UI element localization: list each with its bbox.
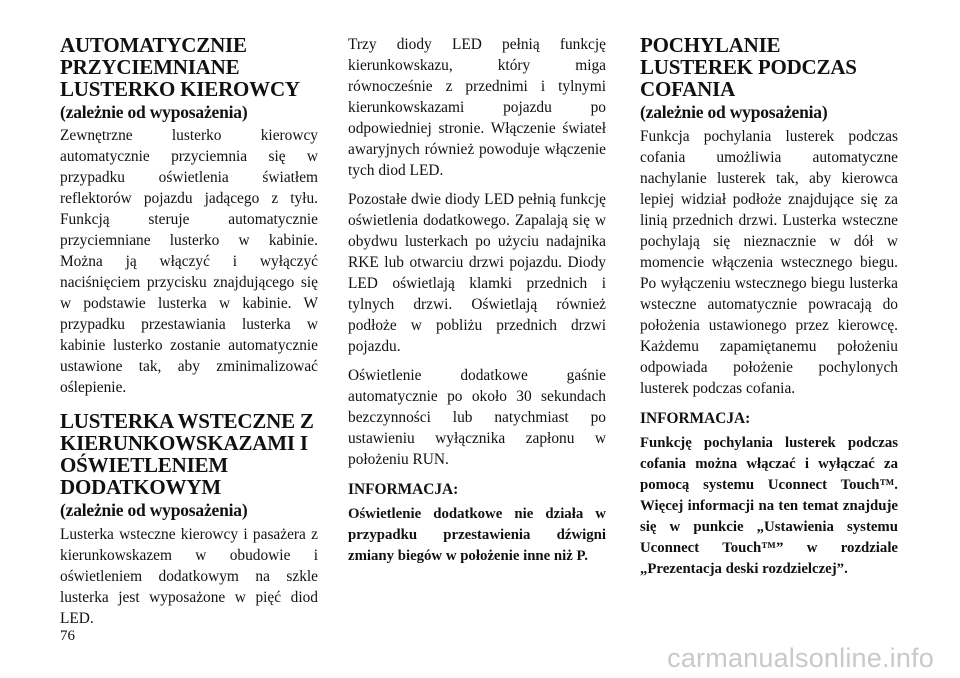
heading-text: LUSTERKA WSTECZNE Z KIERUNKOWSKAZAMI I OŚWIETLENIEM DODATKOWYM [60,409,314,499]
heading-subtitle: (zależnie od wyposażenia) [60,500,248,520]
section-heading-reverse-tilt [640,34,898,123]
paragraph-courtesy-off: Oświetlenie dodatkowe gaśnie automatycznie po około 30 sekundach bezczynności lub natychmiast po ustawieniu wyłącznika zapłonu w położeniu RUN. [348,367,606,468]
paragraph-courtesy-leds: Pozostałe dwie diody LED pełnią funkcję oświetlenia dodatkowego. Zapalają się w obydwu lusterkach po użyciu nadajnika RKE lub otwarciu drzwi pojazdu. Diody LED oświetlają klamki przednich i tylnych drzwi. Oświetlają również podłoże w pobliżu przednich drzwi pojazdu. [348,191,606,355]
paragraph-reverse-tilt: Funkcja pochylania lusterek podczas cofania umożliwia automatyczne nachylanie lusterek tak, aby kierowca lepiej widział podłoże znajdujące się za linią przednich drzwi. Lusterka wsteczne pochylają się nieznacznie w dół w momencie włączenia wstecznego biegu. Po wyłączeniu wstecznego biegu lusterka wsteczne automatycznie powracają do położenia ustawionego przez kierowcę. Każdemu zapamiętanemu położeniu odpowiada położenie pochylonych lusterek podczas cofania. [640,128,898,397]
watermark: carmanualsonline.info [667,643,934,673]
section-heading-auto-dimming-mirror [60,34,318,123]
heading-text: AUTOMATYCZNIE PRZYCIEMNIANE LUSTERKO KIEROWCY [60,33,300,101]
paragraph-turn-signal-leds: Trzy diody LED pełnią funkcję kierunkowskazu, który miga równocześnie z przednimi i tylnymi kierunkowskazami pojazdu po odpowiedniej stronie. Włączenie świateł awaryjnych również powoduje włączenie tych diod LED. [348,36,606,179]
info-text: Funkcję pochylania lusterek podczas cofania można włączać i wyłączać za pomocą systemu Uconnect Touch™. Więcej informacji na ten temat znajduje się w punkcie „Ustawienia systemu Uconnect Touch™” w rozdziale „Prezentacja deski rozdzielczej”. [640,435,898,577]
heading-text: POCHYLANIE LUSTEREK PODCZAS COFANIA [640,33,857,101]
paragraph-led-mirrors: Lusterka wsteczne kierowcy i pasażera z kierunkowskazem w obudowie i oświetleniem dodatkowym na szkle lusterka jest wyposażone w pięć diod LED. [60,526,318,627]
info-label: INFORMACJA: [640,410,751,427]
section-heading-turn-signal-mirrors [60,410,318,521]
info-label: INFORMACJA: [348,481,459,498]
info-text: Oświetlenie dodatkowe nie działa w przypadku przestawienia dźwigni zmiany biegów w położenie inne niż P. [348,506,606,564]
column-right [640,34,898,580]
column-middle [348,34,606,567]
column-left [60,34,318,629]
page-number: 76 [60,628,75,644]
heading-subtitle: (zależnie od wyposażenia) [640,102,828,122]
paragraph-auto-dimming: Zewnętrzne lusterko kierowcy automatycznie przyciemnia się w przypadku oświetlenia światłem reflektorów pojazdu jadącego z tyłu. Funkcją steruje automatycznie przyciemniane lusterko w kabinie. Można ją włączyć i wyłączyć naciśnięciem przycisku znajdującego się w podstawie lusterka w kabinie. W przypadku przestawiania lusterka w kabinie lusterko zostanie automatycznie ustawione tak, aby zminimalizować oślepienie. [60,127,318,396]
heading-subtitle: (zależnie od wyposażenia) [60,102,248,122]
